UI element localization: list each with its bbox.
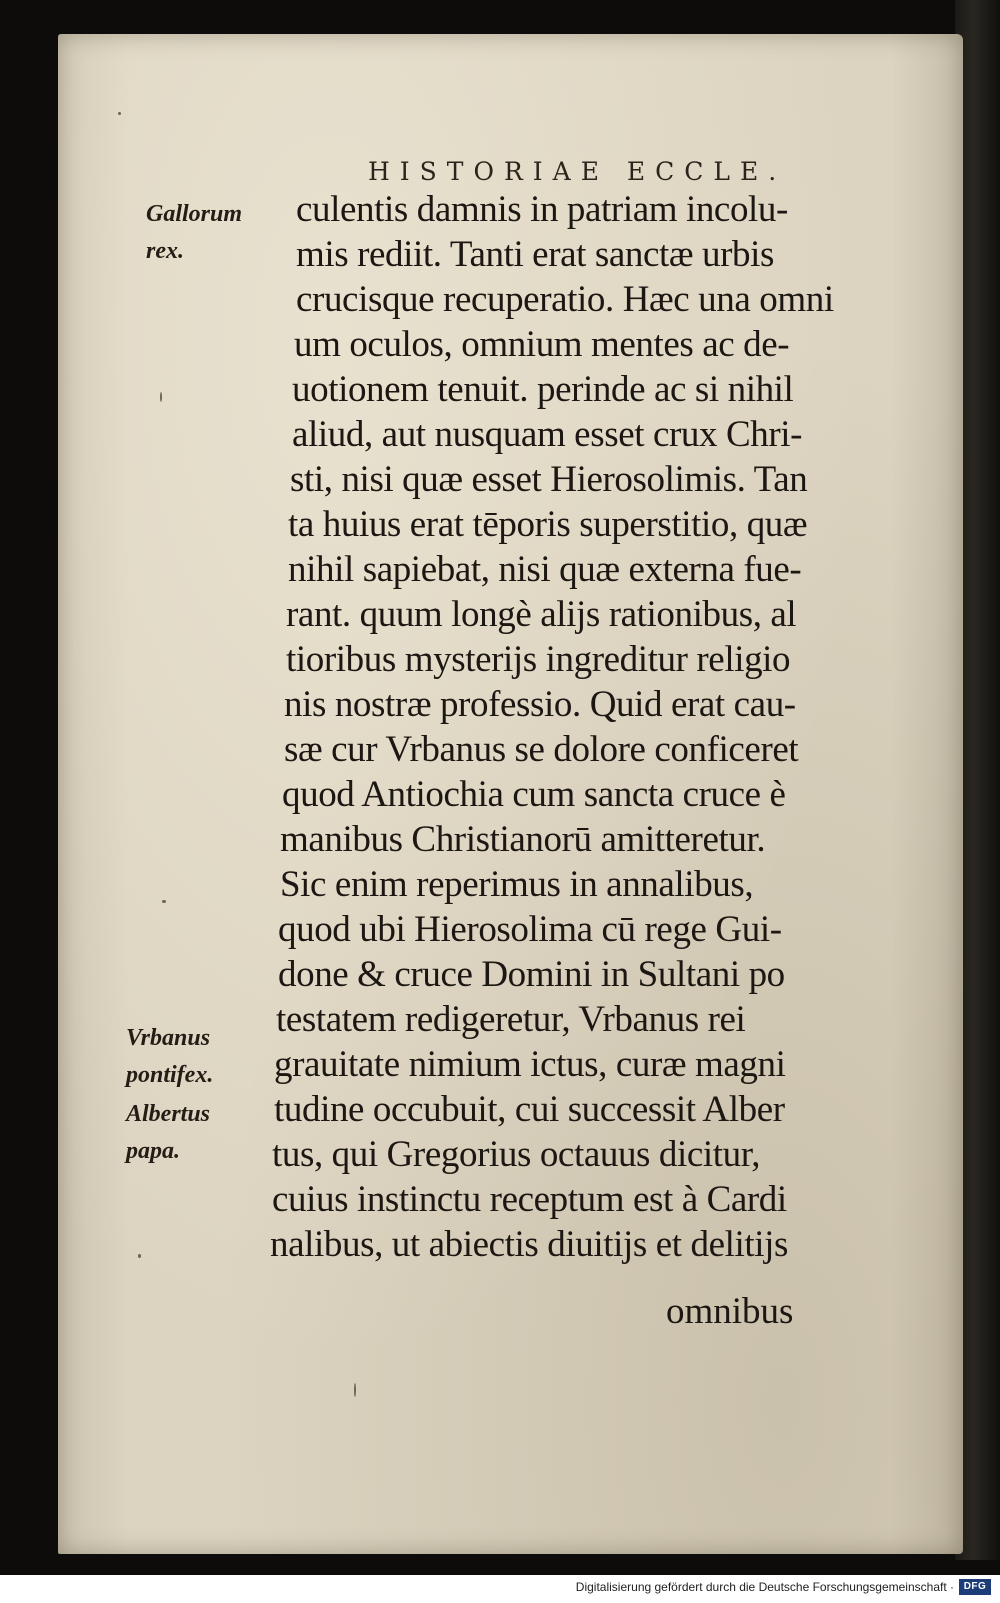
margin-note-line: papa.	[126, 1138, 180, 1164]
text-line: grauitate nimium ictus, curæ magni	[274, 1044, 786, 1085]
margin-note-line: pontifex.	[126, 1062, 214, 1088]
text-line: cuius instinctu receptum est à Cardi	[272, 1179, 787, 1220]
paper-speck	[162, 900, 166, 903]
text-line: tioribus mysterijs ingreditur religio	[286, 639, 791, 680]
text-line: ta huius erat tēporis superstitio, quæ	[288, 504, 808, 545]
paper-speck	[138, 1254, 141, 1258]
digitization-credit: Digitalisierung gefördert durch die Deutsche Forschungsgemeinschaft ·	[575, 1580, 954, 1594]
text-line: sæ cur Vrbanus se dolore conficeret	[284, 729, 799, 770]
text-line: nalibus, ut abiectis diuitijs et delitijs	[270, 1224, 788, 1265]
text-line: done & cruce Domini in Sultani po	[278, 954, 785, 995]
text-line: culentis damnis in patriam incolu-	[296, 189, 788, 230]
margin-note-albertus	[126, 1096, 210, 1170]
text-line: nis nostræ professio. Quid erat cau-	[284, 684, 796, 725]
paper-speck	[160, 392, 162, 402]
margin-note-gallorum	[146, 196, 242, 270]
catchword: omnibus	[666, 1291, 794, 1332]
paper-speck	[354, 1383, 356, 1397]
dfg-logo[interactable]: DFG	[959, 1579, 991, 1595]
running-head: HISTORIAE ECCLE.	[368, 157, 787, 186]
text-line: Sic enim reperimus in annalibus,	[280, 864, 754, 905]
text-line: testatem redigeretur, Vrbanus rei	[276, 999, 746, 1040]
text-line: tudine occubuit, cui successit Alber	[274, 1089, 785, 1130]
text-line: nihil sapiebat, nisi quæ externa fue-	[288, 549, 802, 590]
margin-note-line: Vrbanus	[126, 1025, 211, 1051]
text-line: uotionem tenuit. perinde ac si nihil	[292, 369, 794, 410]
text-line: aliud, aut nusquam esset crux Chri-	[292, 414, 803, 455]
text-line: rant. quum longè alijs rationibus, al	[286, 594, 797, 635]
margin-note-line: Albertus	[126, 1101, 211, 1127]
margin-note-line: Gallorum	[146, 201, 243, 227]
text-line: quod Antiochia cum sancta cruce è	[282, 774, 786, 815]
text-line: um oculos, omnium mentes ac de-	[294, 324, 790, 365]
margin-note-line: rex.	[146, 238, 184, 264]
margin-note-vrbanus	[126, 1020, 213, 1094]
text-line: mis rediit. Tanti erat sanctæ urbis	[296, 234, 775, 275]
paper-speck	[118, 112, 121, 115]
text-line: manibus Christianorū amitteretur.	[280, 819, 766, 860]
text-line: crucisque recuperatio. Hæc una omni	[296, 279, 834, 320]
text-line: sti, nisi quæ esset Hierosolimis. Tan	[290, 459, 808, 500]
text-line: tus, qui Gregorius octauus dicitur,	[272, 1134, 761, 1175]
text-line: quod ubi Hierosolima cū rege Gui-	[278, 909, 782, 950]
